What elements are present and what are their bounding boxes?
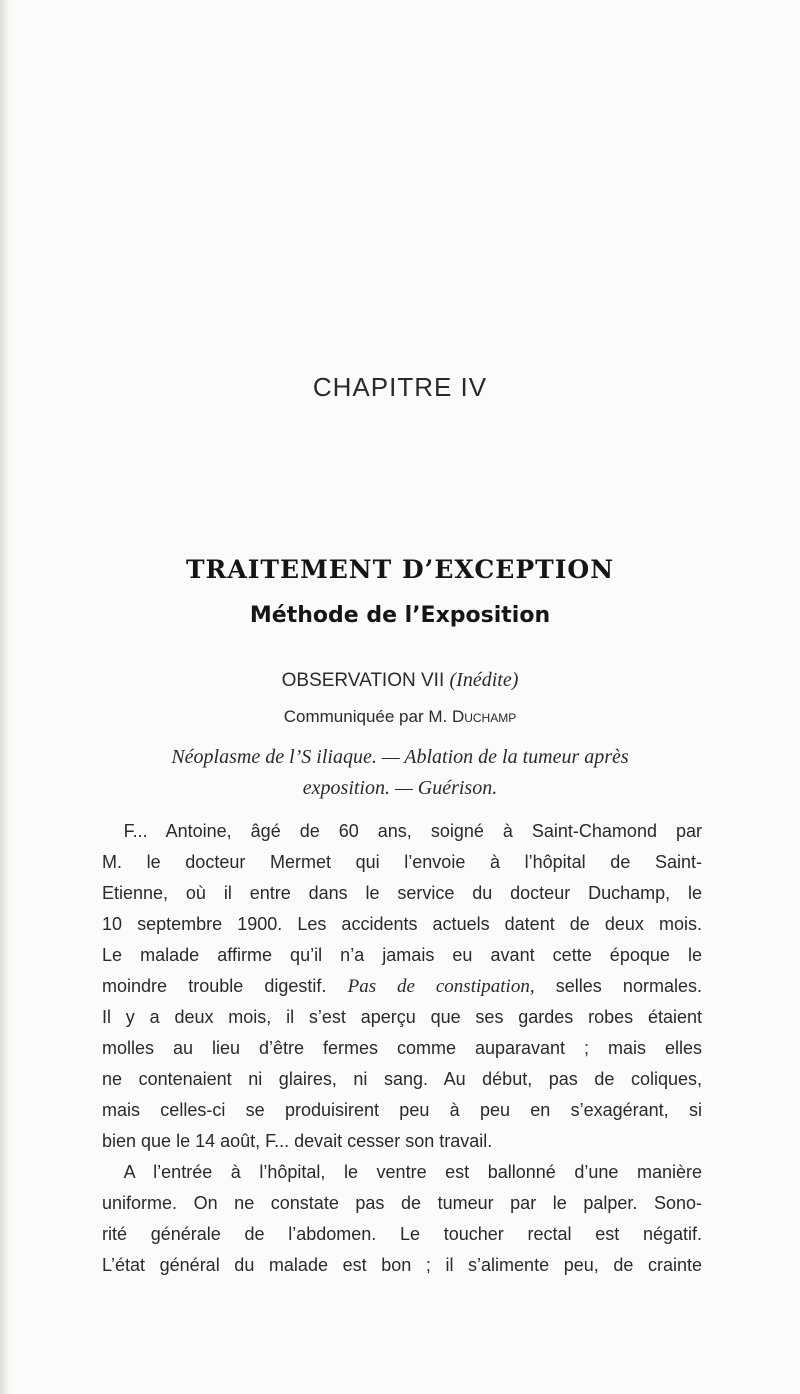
observation-heading <box>0 669 800 692</box>
paragraph-2 <box>102 1157 702 1281</box>
text-line: M. le docteur Mermet qui l’envoie à l’hôpital de Saint- <box>102 852 702 872</box>
text-line: A l’entrée à l’hôpital, le ventre est ballonné d’une manière <box>123 1162 702 1182</box>
text-line: F... Antoine, âgé de 60 ans, soigné à Saint-Chamond par <box>123 821 702 841</box>
page-binding-shadow <box>0 0 12 1394</box>
text-line: Etienne, où il entre dans le service du docteur Duchamp, le <box>102 883 702 903</box>
communicated-name: Duchamp <box>451 707 517 726</box>
observation-note: (Inédite) <box>449 669 519 691</box>
text-line: Il y a deux mois, il s’est aperçu que ses gardes robes étaient <box>102 1007 702 1027</box>
chapter-heading: CHAPITRE IV <box>312 372 488 402</box>
body-text <box>102 816 702 1281</box>
text-line-mixed <box>102 971 702 1002</box>
communicated-prefix: Communiquée par M. <box>283 707 448 726</box>
text-line: 10 septembre 1900. Les accidents actuels datent de deux mois. <box>102 914 702 934</box>
communicated-by <box>0 707 800 727</box>
text-line: mais celles-ci se produisirent peu à peu en s’exagérant, si <box>102 1100 702 1120</box>
section-title: TRAITEMENT D’EXCEPTION <box>185 555 615 584</box>
text-line: molles au lieu d’être fermes comme auparavant ; mais elles <box>102 1038 702 1058</box>
method-title: Méthode de l’Exposition <box>249 603 551 628</box>
italic-segment: Pas de constipation, <box>347 976 535 997</box>
text-line: Le malade affirme qu’il n’a jamais eu avant cette époque le <box>102 945 702 965</box>
text-line: rité générale de l’abdomen. Le toucher rectal est négatif. <box>102 1224 702 1244</box>
paragraph-1 <box>102 816 702 1157</box>
text-line: ne contenaient ni glaires, ni sang. Au début, pas de coliques, <box>102 1069 702 1089</box>
text-line: bien que le 14 août, F... devait cesser son travail. <box>102 1131 493 1151</box>
observation-label: OBSERVATION VII <box>281 670 445 691</box>
case-subtitle-line-2: exposition. — Guérison. <box>302 777 498 799</box>
text-line: uniforme. On ne constate pas de tumeur par le palper. Sono- <box>102 1193 702 1213</box>
text-segment: moindre trouble digestif. <box>102 976 327 996</box>
text-segment: selles normales. <box>555 976 702 996</box>
text-line: L’état général du malade est bon ; il s’alimente peu, de crainte <box>102 1255 702 1275</box>
case-subtitle-line-1: Néoplasme de l’S iliaque. — Ablation de la tumeur après <box>171 746 629 768</box>
